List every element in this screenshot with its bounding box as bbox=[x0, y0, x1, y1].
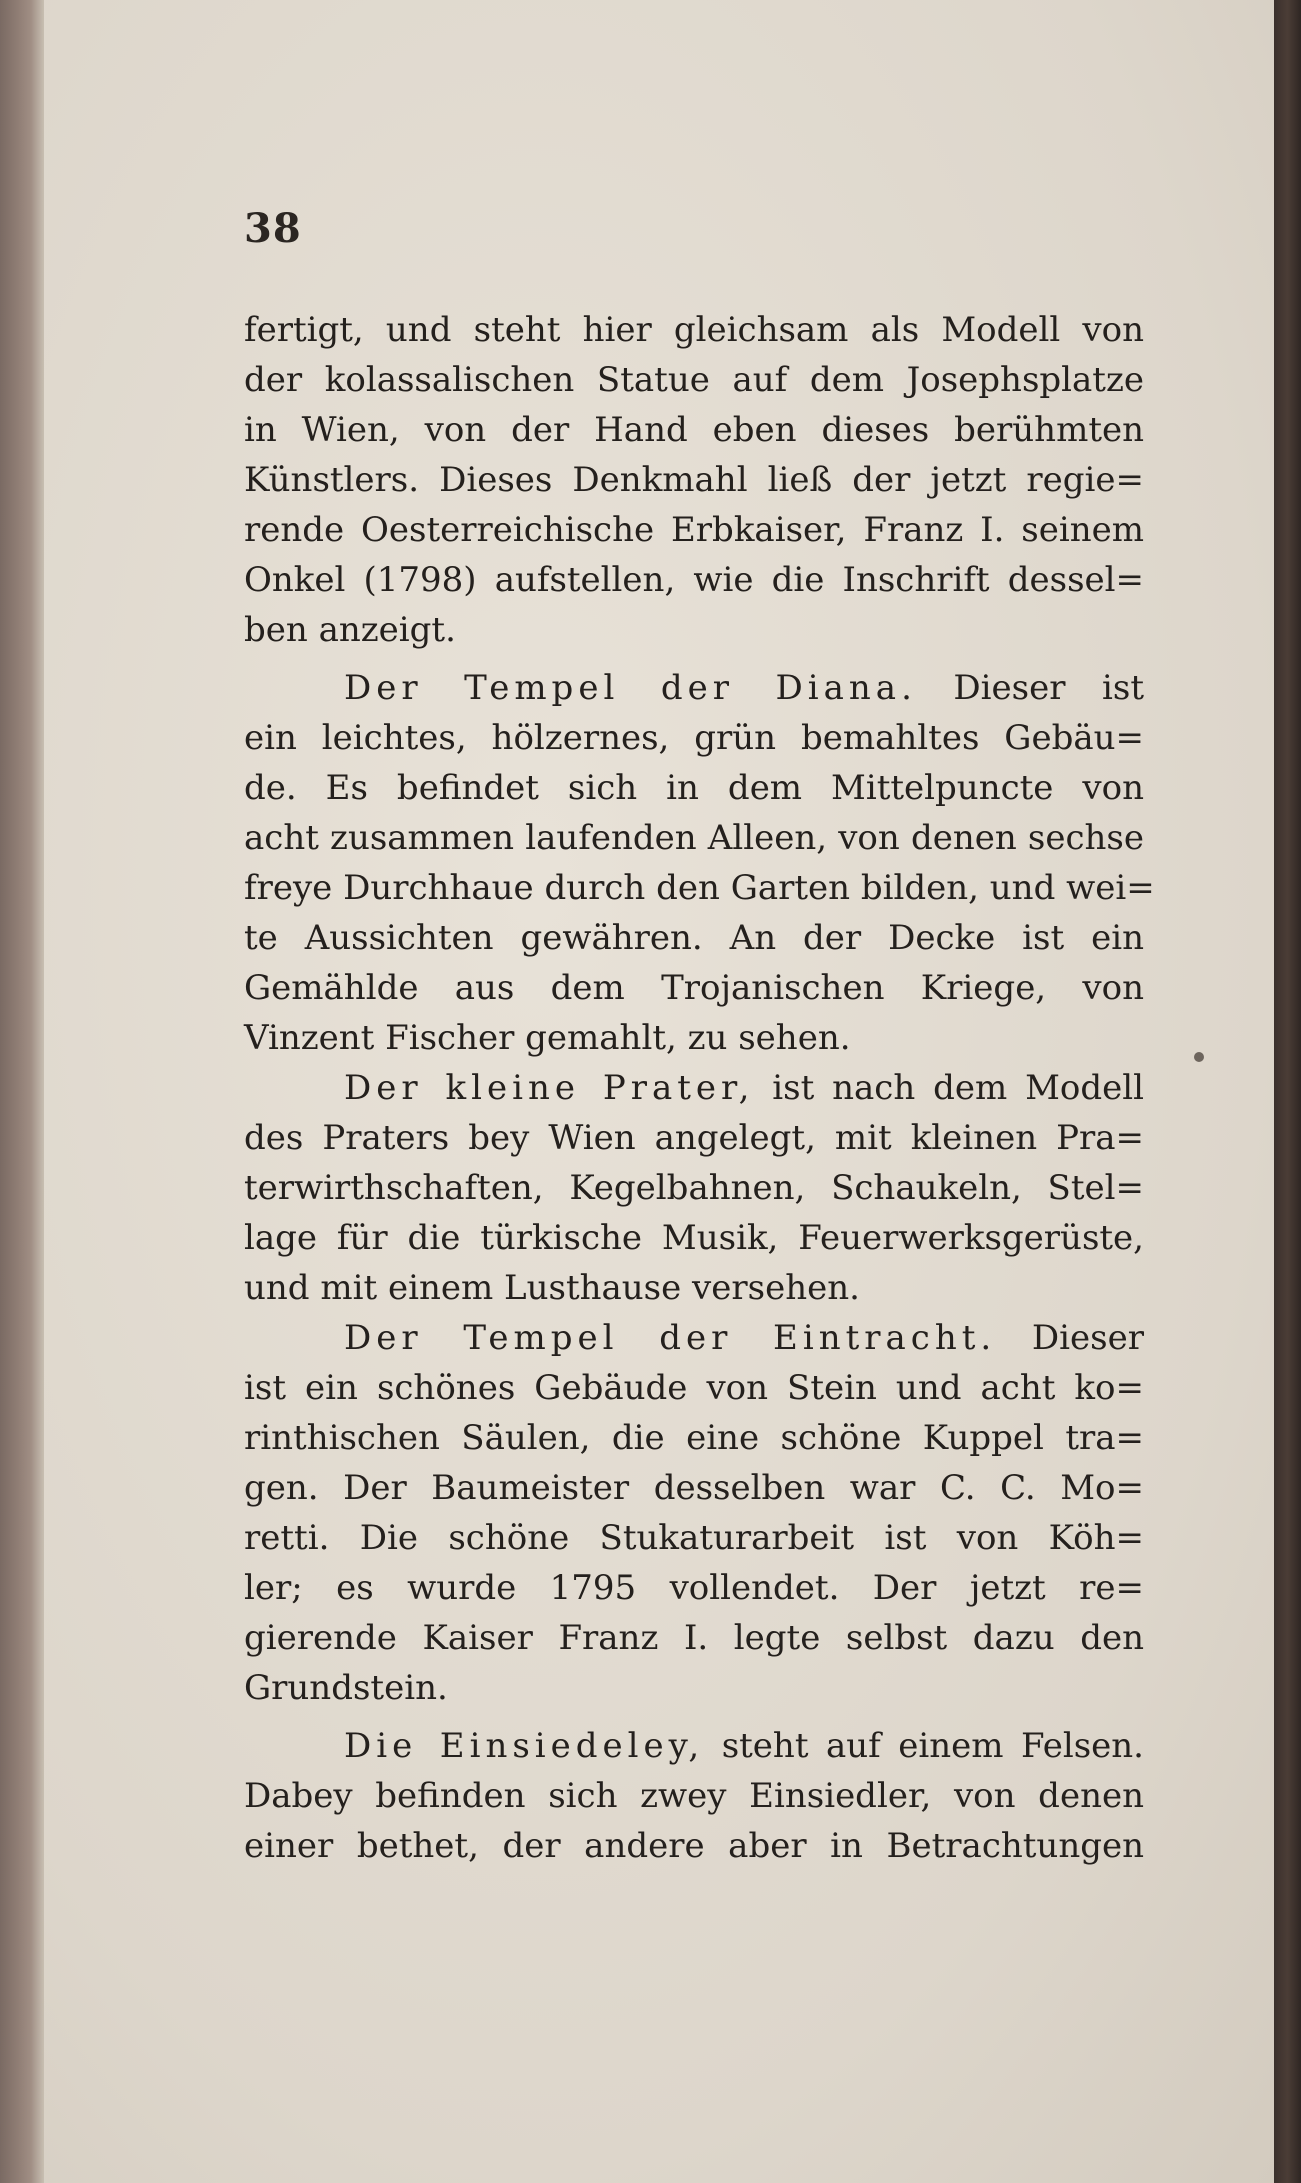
section-heading: Der Tempel der Diana. bbox=[344, 668, 917, 708]
text-run: steht auf einem Felsen. bbox=[721, 1726, 1144, 1766]
text-line: gierende Kaiser Franz I. legte selbst dazu den bbox=[244, 1618, 1144, 1658]
text-line: acht zusammen laufenden Alleen, von denen sechse bbox=[244, 818, 1144, 858]
text-line: freye Durchhaue durch den Garten bilden, und wei= bbox=[244, 868, 1155, 908]
text-line: lage für die türkische Musik, Feuerwerksgerüste, bbox=[244, 1218, 1144, 1258]
section-heading: Der Tempel der Eintracht. bbox=[344, 1318, 997, 1358]
text-line: terwirthschaften, Kegelbahnen, Schaukeln, Stel= bbox=[244, 1168, 1144, 1208]
text-line: Onkel (1798) aufstellen, wie die Inschrift dessel= bbox=[244, 560, 1144, 600]
text-line: des Praters bey Wien angelegt, mit kleinen Pra= bbox=[244, 1118, 1144, 1158]
text-line: ben anzeigt. bbox=[244, 610, 456, 650]
text-line: in Wien, von der Hand eben dieses berühmten bbox=[244, 410, 1144, 450]
text-line: Künstlers. Dieses Denkmahl ließ der jetzt regie= bbox=[244, 460, 1144, 500]
text-line: fertigt, und steht hier gleichsam als Modell von bbox=[244, 310, 1144, 350]
section-heading-line bbox=[244, 1721, 1144, 1771]
text-line: der kolassalischen Statue auf dem Josephsplatze bbox=[244, 360, 1144, 400]
text-line: Dabey befinden sich zwey Einsiedler, von denen bbox=[244, 1776, 1144, 1816]
text-line: retti. Die schöne Stukaturarbeit ist von Köh= bbox=[244, 1518, 1144, 1558]
text-line: einer bethet, der andere aber in Betrachtungen bbox=[244, 1826, 1144, 1866]
text-run: ist nach dem Modell bbox=[772, 1068, 1144, 1108]
text-line: Gemählde aus dem Trojanischen Kriege, von bbox=[244, 968, 1144, 1008]
text-line: rinthischen Säulen, die eine schöne Kuppel tra= bbox=[244, 1418, 1144, 1458]
text-line: ist ein schönes Gebäude von Stein und acht ko= bbox=[244, 1368, 1144, 1408]
text-line: ler; es wurde 1795 vollendet. Der jetzt re= bbox=[244, 1568, 1144, 1608]
book-spine-edge bbox=[0, 0, 44, 2183]
section-heading-line bbox=[244, 663, 1144, 713]
text-line: rende Oesterreichische Erbkaiser, Franz I. seinem bbox=[244, 510, 1144, 550]
text-line: Vinzent Fischer gemahlt, zu sehen. bbox=[244, 1018, 851, 1058]
text-line: de. Es befindet sich in dem Mittelpuncte von bbox=[244, 768, 1144, 808]
text-run: Dieser bbox=[1031, 1318, 1144, 1358]
text-line: te Aussichten gewähren. An der Decke ist ein bbox=[244, 918, 1144, 958]
page-number: 38 bbox=[244, 205, 302, 252]
section-heading: Der kleine Prater, bbox=[344, 1068, 755, 1108]
body-text bbox=[244, 305, 1155, 1871]
text-run: Dieser ist bbox=[953, 668, 1145, 708]
text-line: ein leichtes, hölzernes, grün bemahltes Gebäu= bbox=[244, 718, 1144, 758]
text-line: gen. Der Baumeister desselben war C. C. Mo= bbox=[244, 1468, 1144, 1508]
section-heading: Die Einsiedeley, bbox=[344, 1726, 705, 1766]
section-heading-line bbox=[244, 1313, 1144, 1363]
page-stack-edge bbox=[1274, 0, 1301, 2183]
text-line: und mit einem Lusthause versehen. bbox=[244, 1268, 860, 1308]
text-line: Grundstein. bbox=[244, 1668, 448, 1708]
section-heading-line bbox=[244, 1063, 1144, 1113]
ink-spot bbox=[1194, 1052, 1204, 1062]
